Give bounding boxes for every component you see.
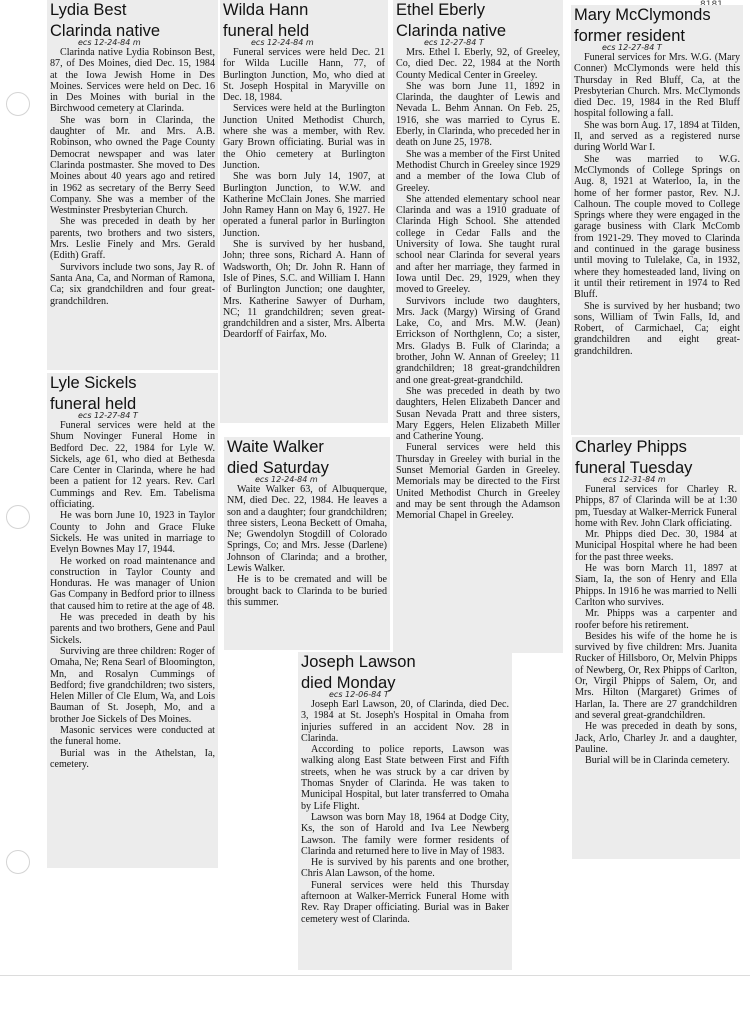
paragraph: Funeral services were held this Thursday afternoon at Walker-Merrick Funeral Home with Rev. Ray Draper officiating. Burial was in Baker cemetery west of Clarinda.: [301, 879, 509, 925]
headline-line-2: former resident: [574, 27, 685, 45]
headline-line-1: Ethel Eberly: [396, 1, 485, 19]
paragraph: She was preceded in death by two daughters, Helen Elizabeth Dancer and Susan Nevada Pratt and three sisters, Mary Eggers, Helen Elizabeth Miller and Catherine Young.: [396, 385, 560, 443]
binder-hole-middle: [6, 505, 30, 529]
paragraph: Clarinda native Lydia Robinson Best, 87, of Des Moines, died Dec. 15, 1984 at the Iowa Jewish Home in Des Moines. Services were held on Dec. 16 in Des Moines with burial in the Birchwood cemetery at Clarinda.: [50, 47, 215, 115]
obituary-text: [50, 47, 215, 307]
paragraph: Surviving are three children: Roger of Omaha, Ne; Rena Searl of Bloomington, Mn, and Rosalyn Cummings of Bedford; five grandchildren; two sisters, Helen Miller of Cle Elum, Wa, and Lois Bauman of St. Joseph, Mo, and a brother Joe Sickels of Des Moines.: [50, 645, 215, 725]
paragraph: She is survived by her husband, John; three sons, Richard A. Hann of Wadsworth, Oh; Dr. John R. Hann of Isle of Pines, S.C. and William I. Hann of Burlington Junction; one daughter, Mrs. Katherine Sawyer of Durham, NC; 11 grandchildren; seven great-grandchildren and a sister, Mrs. Alberta Deardorff of Fairfax, Mo.: [223, 239, 385, 341]
paragraph: Funeral services were held this Thursday in Greeley with burial in the Sunset Memorial Garden in Greeley. Memorials may be directed to the First United Methodist Church in Greeley and may be sent through the Adamson Memorial Chapel in Greeley.: [396, 442, 560, 522]
headline-line-1: Wilda Hann: [223, 1, 309, 19]
paragraph: He was preceded in death by sons, Jack, Arlo, Charley Jr. and a daughter, Pauline.: [575, 721, 737, 755]
headline-line-1: Lyle Sickels: [50, 374, 137, 392]
handwritten-date-note: ecs 12-24-84 m: [78, 38, 141, 47]
handwritten-date-note: ecs 12-24-84 m: [255, 475, 318, 484]
clipping-charley-phipps: [572, 437, 740, 859]
paragraph: He is to be cremated and will be brought back to Clarinda to be buried this summer.: [227, 574, 387, 608]
paragraph: Survivors include two daughters, Mrs. Jack (Margy) Wirsing of Grand Lake, Co, and Mrs. M.W. (Jean) Errickson of Northglenn, Co; a sister, Mrs. Gladys B. Fulk of Clarinda; a brother, John W. Annan of Greeley; 11 grandchildren; 18 great-grandchildren and one great-great-grandchild.: [396, 295, 560, 386]
clipping-mary-mcclymonds: [571, 5, 743, 435]
paragraph: She was born July 14, 1907, at Burlington Junction, to W.W. and Katherine McClain Jones. She married John Ramey Hann on May 6, 1927. He operated a funeral parlor in Burlington Junction.: [223, 171, 385, 239]
page-divider-line: [0, 975, 750, 976]
headline-line-1: Waite Walker: [227, 438, 324, 456]
obituary-text: [223, 47, 385, 341]
paragraph: Survivors include two sons, Jay R. of Santa Ana, Ca, and Norman of Ramona, Ca; six grandchildren and four great-grandchildren.: [50, 261, 215, 307]
headline-line-2: Clarinda native: [396, 22, 507, 40]
obituary-text: [227, 484, 387, 608]
paragraph: He is survived by his parents and one brother, Chris Alan Lawson, of the home.: [301, 857, 509, 880]
headline-line-2: Clarinda native: [50, 22, 161, 40]
clipping-lydia-best: [47, 0, 218, 370]
paragraph: She was a member of the First United Methodist Church in Greeley since 1929 and a member of the Iowa Club of Greeley.: [396, 148, 560, 194]
handwritten-date-note: ecs 12-06-84 T: [329, 690, 389, 699]
clipping-lyle-sickels: [47, 373, 218, 868]
binder-hole-top: [6, 92, 30, 116]
headline-line-2: funeral held: [223, 22, 310, 40]
obituary-text: [301, 699, 509, 925]
paragraph: Mr. Phipps was a carpenter and roofer before his retirement.: [575, 608, 737, 631]
headline-line-1: Charley Phipps: [575, 438, 687, 456]
obituary-text: [396, 47, 560, 521]
paragraph: According to police reports, Lawson was walking along East State between First and Fifth streets, when he was struck by a car driven by Thomas Snyder of Clarinda. He was taken to Municipal Hospital, but later transferred to Omaha by Life Flight.: [301, 744, 509, 812]
obituary-text: [575, 484, 737, 766]
paragraph: She attended elementary school near Clarinda and was a 1910 graduate of Clarinda High School. She attended college in Cedar Falls and the University of Iowa. She taught rural school near Clarinda for several years and after her marriage, they farmed in Iowa until Dec. 29, 1929, when they moved to Greeley.: [396, 193, 560, 296]
handwritten-date-note: ecs 12-24-84 m: [251, 38, 314, 47]
clipping-joseph-lawson: [298, 652, 512, 970]
paragraph: Funeral services were held Dec. 21 for Wilda Lucille Hann, 77, of Burlington Junction, Mo, who died at St. Joseph Hospital in Maryville on Dec. 18, 1984.: [223, 47, 385, 104]
obituary-text: [574, 52, 740, 357]
paragraph: She was born June 11, 1892 in Clarinda, the daughter of Lewis and Nevada L. Behm Annan. On Feb. 25, 1916, she was married to Cyrus E. Eberly, in Clarinda, who preceded her in death on June 25, 1978.: [396, 80, 560, 149]
paragraph: Masonic services were conducted at the funeral home.: [50, 725, 215, 748]
paragraph: Services were held at the Burlington Junction United Methodist Church, where she was a member, with Rev. Gary Brown officiating. Burial was in the Ohio cemetery at Burlington Junction.: [223, 103, 385, 171]
paragraph: She was preceded in death by her parents, two brothers and two sisters, Mrs. Leslie Finely and Mrs. Gerald (Edith) Graff.: [50, 216, 215, 262]
headline-line-2: died Monday: [301, 674, 396, 692]
paragraph: She was born Aug. 17, 1894 at Tilden, Il, and served as a registered nurse during World War I.: [574, 119, 740, 154]
paragraph: She was married to W.G. McClymonds of College Springs on Aug. 8, 1921 at Waterloo, Ia, in the home of her former pastor, Rev. N.J. Calhoun. The couple moved to College Springs where they were engaged in the garage business with Clark McComb from 1921-29. They moved to Clarinda and continued in the garage business until moving to Tulelake, Ca, in 1932, where they homesteaded land, living on it until their retirement in 1974 to Red Bluff.: [574, 153, 740, 301]
clipping-wilda-hann: [220, 0, 388, 423]
paragraph: Joseph Earl Lawson, 20, of Clarinda, died Dec. 3, 1984 at St. Joseph's Hospital in Omaha from injuries suffered in an accident Nov. 28 in Clarinda.: [301, 699, 509, 744]
paragraph: Mrs. Ethel I. Eberly, 92, of Greeley, Co, died Dec. 22, 1984 at the North County Medical Center in Greeley.: [396, 47, 560, 81]
paragraph: Waite Walker 63, of Albuquerque, NM, died Dec. 22, 1984. He leaves a son and a daughter; four grandchildren; three sisters, Leona Beckett of Omaha, Ne; Gwendolyn Stogdill of Colorado Springs, Co; and Mrs. Jesse (Darlene) Johnson of Clarinda; and a brother, Lewis Walker.: [227, 484, 387, 575]
paragraph: He was born June 10, 1923 in Taylor County to John and Grace Fluke Sickels. He was united in marriage to Evelyn Bownes May 17, 1944.: [50, 510, 215, 556]
handwritten-date-note: ecs 12-31-84 m: [603, 475, 666, 484]
paragraph: She was born in Clarinda, the daughter of Mr. and Mrs. A.B. Robinson, who owned the Page County Democrat newspaper and was later Clarinda postmaster. She moved to Des Moines about 40 years ago and retired in 1962 as secretary of the Berry Seed Company. She was a member of the Westminster Presbyterian Church.: [50, 114, 215, 217]
paragraph: Burial was in the Athelstan, Ia, cemetery.: [50, 747, 215, 770]
headline-line-2: died Saturday: [227, 459, 329, 477]
paragraph: He was born March 11, 1897 at Siam, Ia, the son of Henry and Ella Phipps. In 1916 he was married to Nelli Carlton who survives.: [575, 563, 737, 608]
binder-hole-bottom: [6, 850, 30, 874]
paragraph: He was preceded in death by his parents and two brothers, Gene and Paul Sickels.: [50, 612, 215, 646]
headline-line-2: funeral Tuesday: [575, 459, 693, 477]
paragraph: Mr. Phipps died Dec. 30, 1984 at Municipal Hospital where he had been for the past three weeks.: [575, 529, 737, 563]
paragraph: She is survived by her husband; two sons, William of Twin Falls, Id, and Robert, of Carmichael, Ca; eight grandchildren and eight great-grandchildren.: [574, 300, 740, 357]
paragraph: Burial will be in Clarinda cemetery.: [585, 755, 730, 767]
paragraph: Funeral services for Mrs. W.G. (Mary Conner) McClymonds were held this Thursday in Red Bluff, Ca, at the Presbyterian Church. Mrs. McClymonds died Dec. 19, 1984 in the Red Bluff hospital following a fall.: [574, 52, 740, 120]
clipping-waite-walker: [224, 437, 390, 650]
handwritten-date-note: ecs 12-27-84 T: [424, 38, 484, 47]
handwritten-date-note: ecs 12-27-84 T: [602, 43, 662, 52]
obituary-text: [50, 420, 215, 770]
headline-line-1: Mary McClymonds: [574, 6, 711, 24]
handwritten-date-note: ecs 12-27-84 T: [78, 411, 138, 420]
paragraph: Funeral services were held at the Shum Novinger Funeral Home in Bedford Dec. 22, 1984 for Lyle W. Sickels, age 61, who died at Bethesda Care Center in Clarinda, where he had been a patient for 12 years. Rev. Carl Cummings and Rev. Em. Tabelisma officiating.: [50, 420, 215, 511]
headline-line-2: funeral held: [50, 395, 137, 413]
clipping-ethel-eberly: [393, 0, 563, 653]
paragraph: He worked on road maintenance and construction in Taylor County and Honduras. He was manager of Union Gas Company in Bedford prior to illness that caused him to retire at the age of 48.: [50, 555, 215, 612]
paragraph: Lawson was born May 18, 1964 at Dodge City, Ks, the son of Harold and Iva Lee Newberg Lawson. The family were former residents of Clarinda and returned here to live in May of 1983.: [301, 811, 509, 857]
paragraph: Besides his wife of the home he is survived by five children: Mrs. Juanita Rucker of Hillsboro, Or, Melvin Phipps of Newberg, Or, Rex Phipps of Carlton, Or, Virgil Phipps of Salem, Or, and Mrs. Hilton (Margaret) Grimes of Harlan, Ia. There are 27 grandchildren and several great-grandchildren.: [575, 630, 737, 721]
headline-line-1: Lydia Best: [50, 1, 127, 19]
headline-line-1: Joseph Lawson: [301, 653, 416, 671]
paragraph: Funeral services for Charley R. Phipps, 87 of Clarinda will be at 1:30 pm, Tuesday at Walker-Merrick Funeral home with Rev. John Clark officiating.: [575, 484, 737, 529]
